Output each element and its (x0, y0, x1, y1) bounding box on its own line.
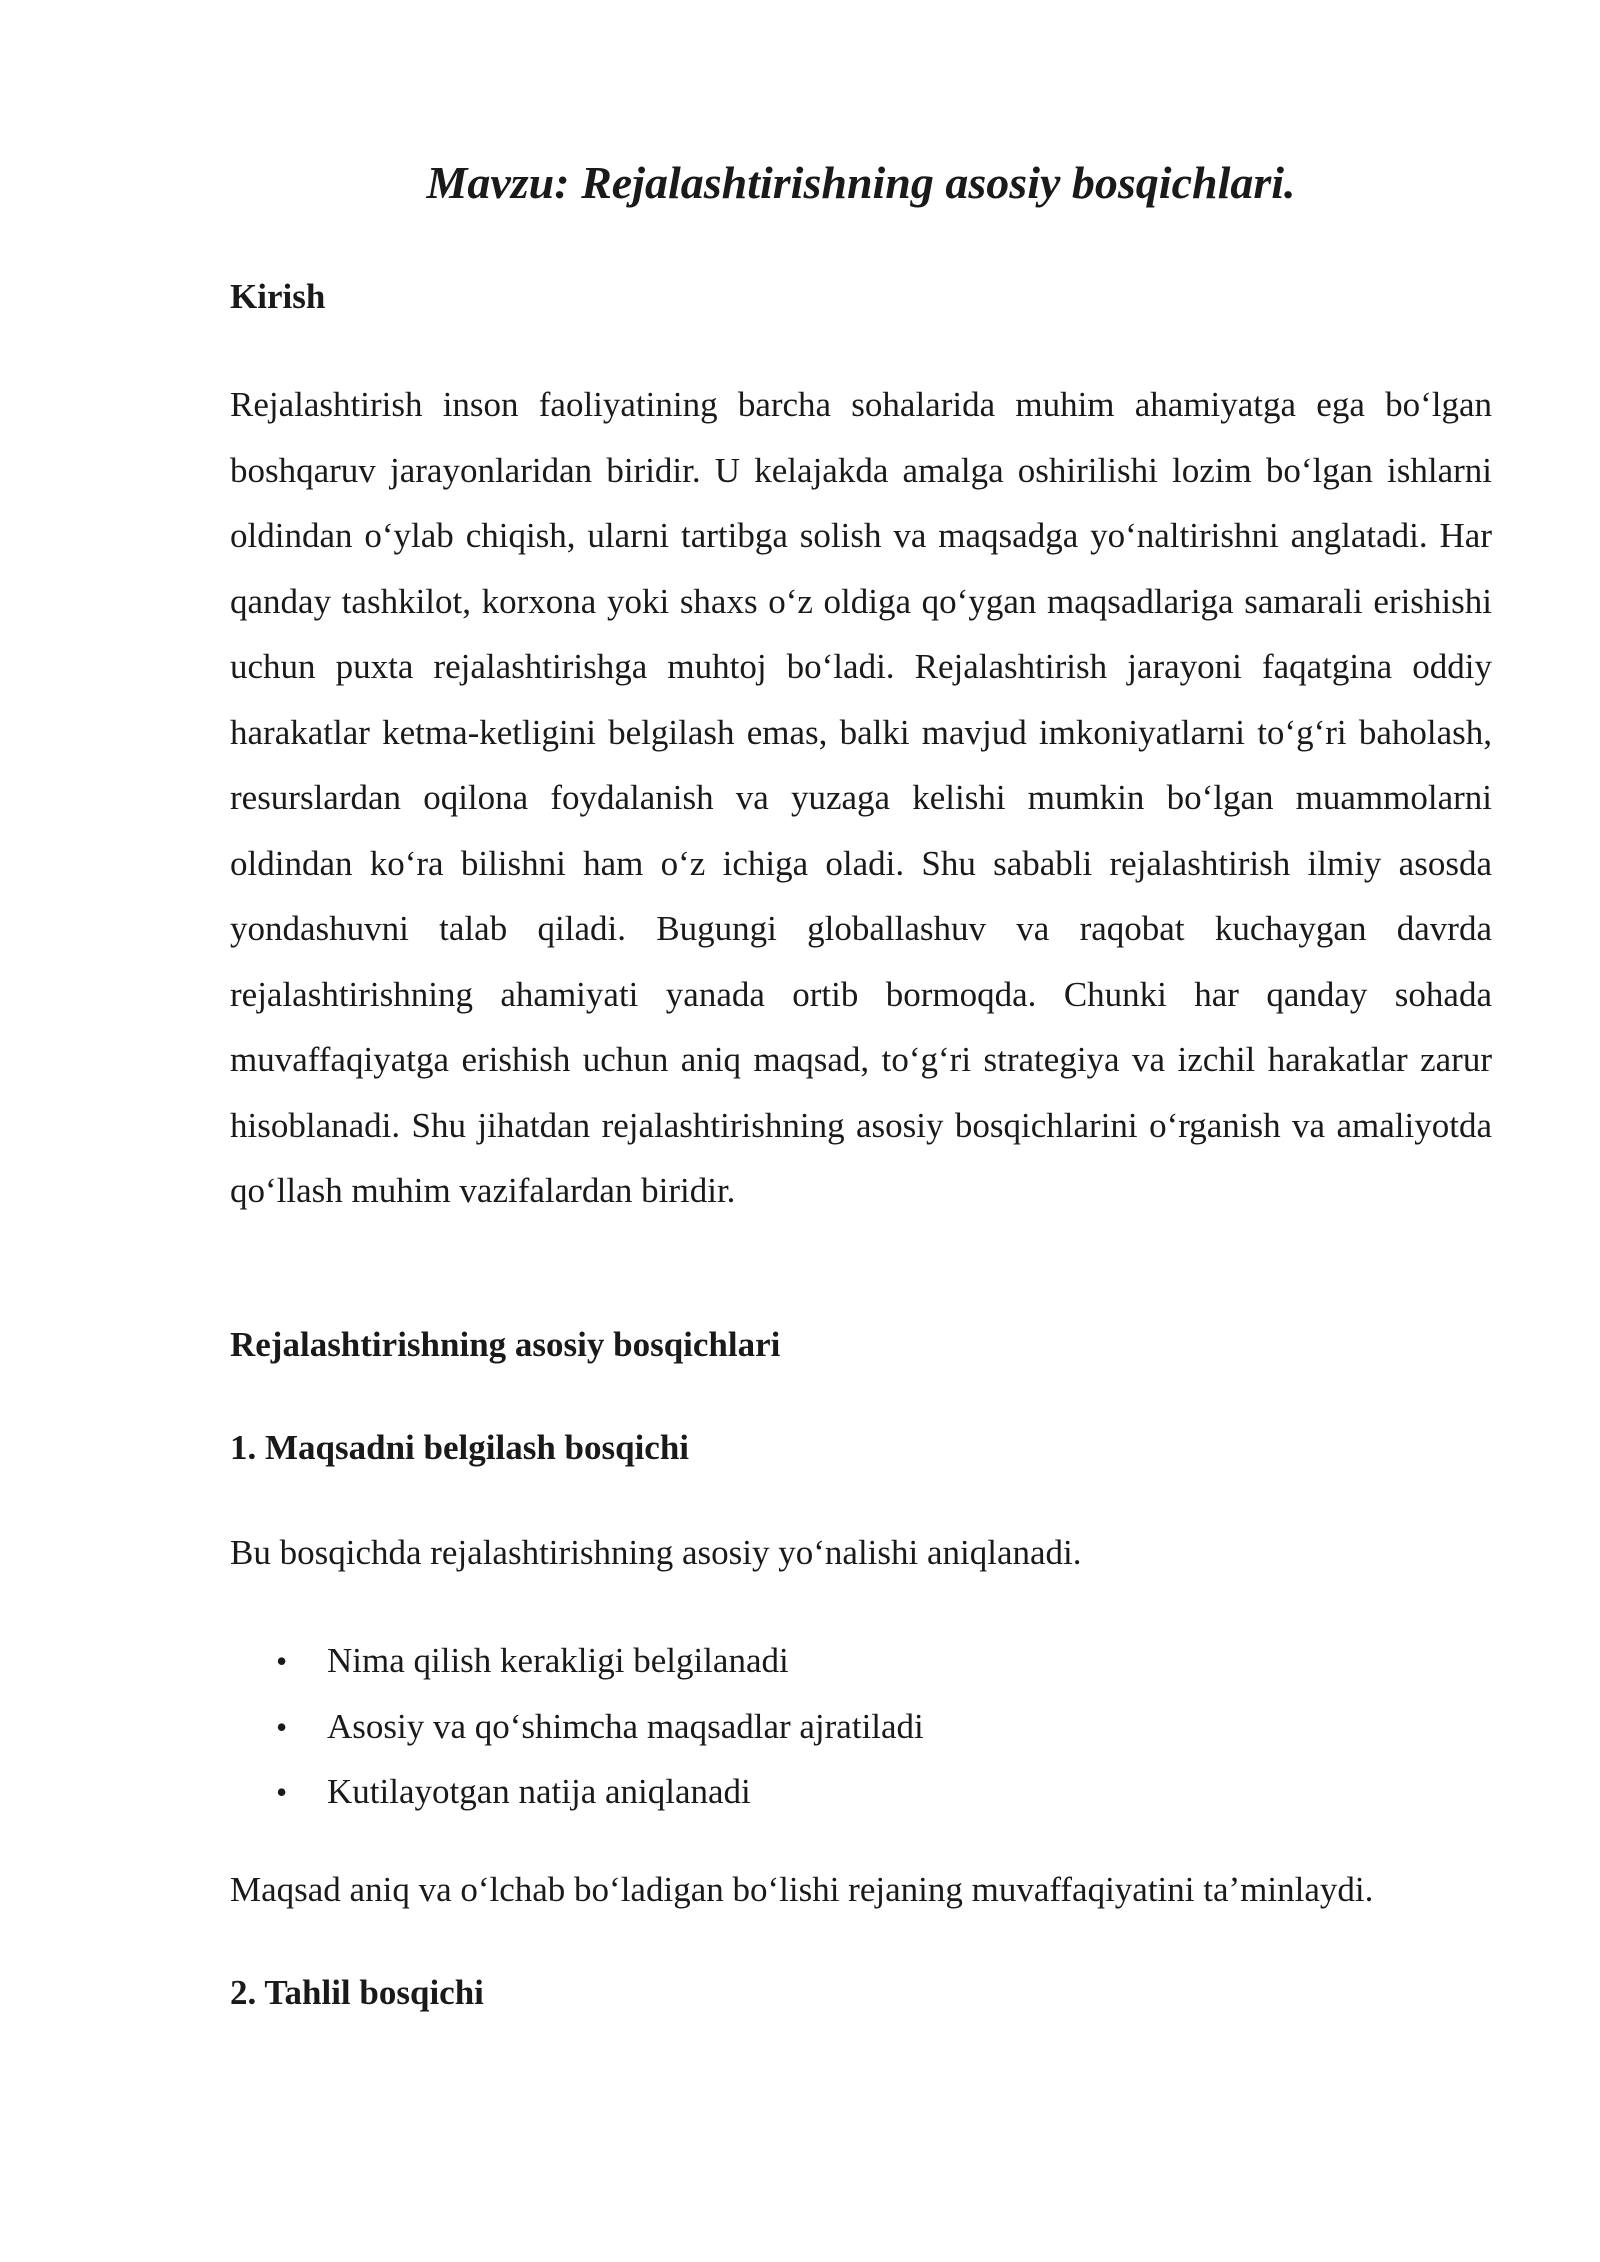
bullet-icon: • (276, 1774, 288, 1810)
bullet-icon: • (276, 1708, 288, 1745)
bullet-text: Nima qilish kerakligi belgilanadi (327, 1641, 789, 1680)
step1-heading: 1. Maqsadni belgilash bosqichi (230, 1428, 690, 1467)
step1-conclusion: Maqsad aniq va oʻlchab boʻladigan boʻlishi rejaning muvaffaqiyatini taʼminlaydi. (230, 1870, 1374, 1909)
step1-intro: Bu bosqichda rejalashtirishning asosiy yoʻnalishi aniqlanadi. (230, 1533, 1082, 1572)
intro-heading: Kirish (230, 277, 326, 316)
bullet-text: Kutilayotgan natija aniqlanadi (327, 1772, 751, 1811)
document-title: Mavzu: Rejalashtirishning asosiy bosqichlari. (426, 157, 1296, 208)
bullet-text: Asosiy va qoʻshimcha maqsadlar ajratiladi (327, 1706, 924, 1746)
bullet-icon: • (276, 1643, 288, 1679)
intro-paragraph: Rejalashtirish inson faoliyatining barcha sohalarida muhim ahamiyatga ega boʻlgan boshqaruv jarayonlaridan biridir. U kelajakda amalga oshirilishi lozim boʻlgan ishlarni oldindan oʻylab chiqish, ularni tartibga solish va maqsadga yoʻnaltirishni anglatadi. Har qanday tashkilot, korxona yoki shaxs oʻz oldiga qoʻygan maqsadlariga samarali erishishi uchun puxta rejalashtirishga muhtoj boʻladi. Rejalashtirish jarayoni faqatgina oddiy harakatlar ketma-ketligini belgilash emas, balki mavjud imkoniyatlarni toʻgʻri baholash, resurslardan oqilona foydalanish va yuzaga kelishi mumkin boʻlgan muammolarni oldindan koʻra bilishni ham oʻz ichiga oladi. Shu sababli rejalashtirish ilmiy asosda yondashuvni talab qiladi. Bugungi globallashuv va raqobat kuchaygan davrda rejalashtirishning ahamiyati yanada ortib bormoqda. Chunki har qanday sohada muvaffaqiyatga erishish uchun aniq maqsad, toʻgʻri strategiya va izchil harakatlar zarur hisoblanadi. Shu jihatdan rejalashtirishning asosiy bosqichlarini oʻrganish va amaliyotda qoʻllash muhim vazifalardan biridir. (230, 385, 1492, 1210)
step2-heading: 2. Tahlil bosqichi (230, 1973, 484, 2012)
section-heading: Rejalashtirishning asosiy bosqichlari (230, 1325, 781, 1364)
